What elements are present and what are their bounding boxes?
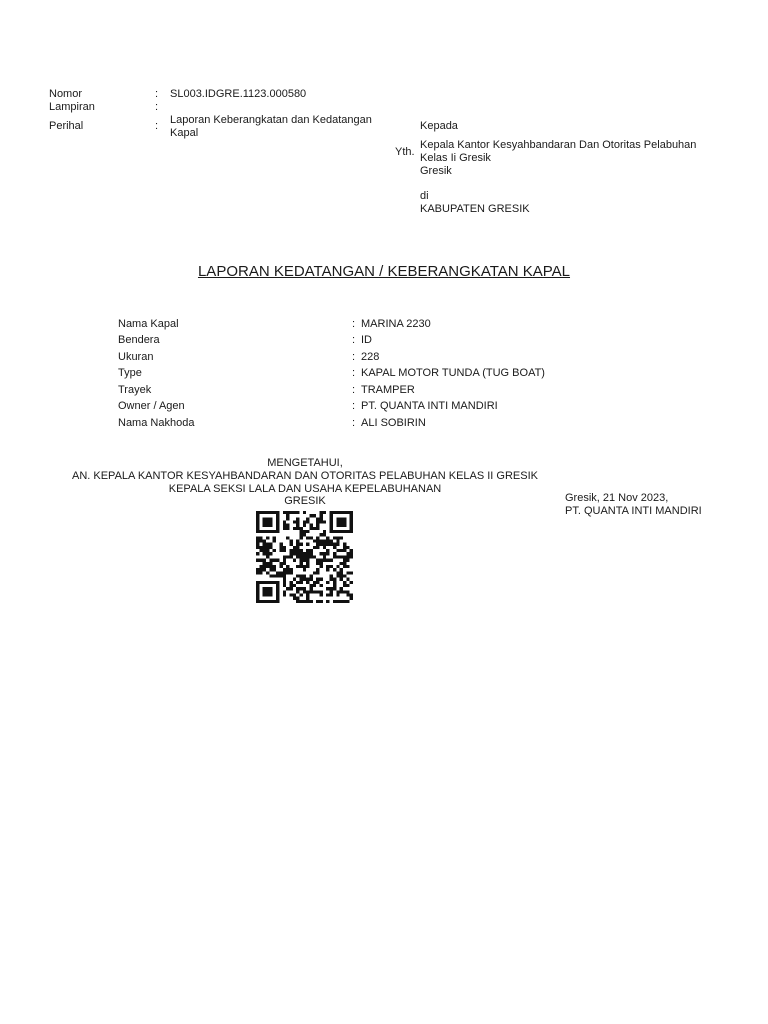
detail-value-bendera: ID	[361, 334, 372, 346]
detail-separator: :	[352, 351, 356, 363]
recipient-place: KABUPATEN GRESIK	[420, 203, 530, 215]
detail-value-owner: PT. QUANTA INTI MANDIRI	[361, 400, 498, 412]
lampiran-separator: :	[155, 101, 159, 113]
kepada-label: Kepada	[420, 120, 458, 132]
detail-separator: :	[352, 367, 356, 379]
detail-value-nakhoda: ALI SOBIRIN	[361, 417, 426, 429]
detail-value-type: KAPAL MOTOR TUNDA (TUG BOAT)	[361, 367, 545, 379]
signature-company: PT. QUANTA INTI MANDIRI	[565, 505, 702, 517]
detail-label-trayek: Trayek	[118, 384, 152, 396]
detail-value-trayek: TRAMPER	[361, 384, 415, 396]
detail-label-bendera: Bendera	[118, 334, 160, 346]
approval-line4: GRESIK	[284, 495, 326, 507]
nomor-label: Nomor	[49, 88, 83, 100]
lampiran-label: Lampiran	[49, 101, 95, 113]
detail-separator: :	[352, 400, 356, 412]
nomor-value: SL003.IDGRE.1123.000580	[170, 88, 307, 100]
approval-line1: MENGETAHUI,	[267, 457, 343, 469]
nomor-separator: :	[155, 88, 159, 100]
yth-label: Yth.	[395, 146, 415, 158]
perihal-value-line2: Kapal	[170, 127, 199, 139]
perihal-separator: :	[155, 120, 159, 132]
detail-separator: :	[352, 417, 356, 429]
recipient-line3: Gresik	[420, 165, 452, 177]
recipient-line2: Kelas Ii Gresik	[420, 152, 491, 164]
detail-separator: :	[352, 318, 356, 330]
recipient-di: di	[420, 190, 429, 202]
detail-label-nama-kapal: Nama Kapal	[118, 318, 179, 330]
recipient-line1: Kepala Kantor Kesyahbandaran Dan Otoritas Pelabuhan	[420, 139, 697, 151]
document-title: LAPORAN KEDATANGAN / KEBERANGKATAN KAPAL	[197, 263, 571, 280]
approval-line2: AN. KEPALA KANTOR KESYAHBANDARAN DAN OTORITAS PELABUHAN KELAS II GRESIK	[71, 470, 538, 482]
detail-label-type: Type	[118, 367, 142, 379]
qr-code-icon	[256, 511, 353, 603]
detail-label-ukuran: Ukuran	[118, 351, 154, 363]
detail-separator: :	[352, 334, 356, 346]
perihal-value-line1: Laporan Keberangkatan dan Kedatangan	[170, 114, 372, 126]
detail-value-nama-kapal: MARINA 2230	[361, 318, 431, 330]
detail-value-ukuran: 228	[361, 351, 380, 363]
signature-date: Gresik, 21 Nov 2023,	[565, 492, 669, 504]
perihal-label: Perihal	[49, 120, 84, 132]
detail-separator: :	[352, 384, 356, 396]
detail-label-owner: Owner / Agen	[118, 400, 185, 412]
detail-label-nakhoda: Nama Nakhoda	[118, 417, 195, 429]
approval-line3: KEPALA SEKSI LALA DAN USAHA KEPELABUHANAN	[168, 483, 442, 495]
